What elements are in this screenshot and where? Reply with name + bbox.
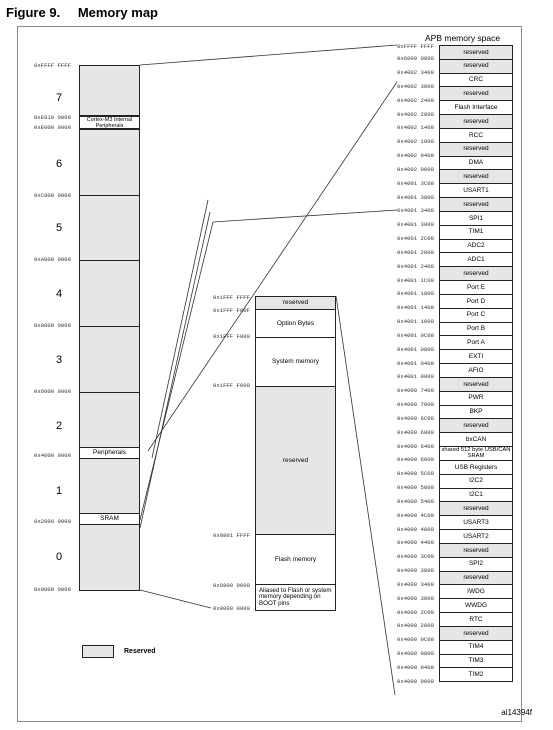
- option-bytes-block: Option Bytes: [255, 309, 336, 338]
- address-label: 0x4001 2400: [397, 262, 434, 270]
- apb-block-usb-registers: USB Registers: [439, 460, 513, 475]
- apb-block-reserved: reserved: [439, 197, 513, 212]
- address-label: 0x1FFF F000: [213, 382, 250, 389]
- address-label: 0x4001 3800: [397, 193, 434, 201]
- address-label: 0x4002 1000: [397, 138, 434, 146]
- connector-line: [152, 200, 208, 458]
- reserved-block: [79, 392, 140, 448]
- apb-block-reserved: reserved: [439, 543, 513, 558]
- address-label: 0x4002 1400: [397, 124, 434, 132]
- section-number: 0: [55, 551, 63, 563]
- address-label: 0x4002 3000: [397, 82, 434, 90]
- address-label: 0x0800 0000: [213, 582, 250, 589]
- legend-label: Reserved: [124, 648, 156, 655]
- address-label: 0x4000 0800: [397, 650, 434, 657]
- apb-block-tim2: TIM2: [439, 667, 513, 682]
- sram-block: SRAM: [79, 513, 140, 525]
- apb-block-port-e: Port E: [439, 280, 513, 295]
- apb-block-reserved: reserved: [439, 501, 513, 516]
- section-number: 4: [55, 288, 63, 300]
- address-label: 0x0801 FFFF: [213, 532, 250, 539]
- apb-block-usart1: USART1: [439, 183, 513, 198]
- apb-block-reserved: reserved: [439, 59, 513, 74]
- address-label: 0x4000 5C00: [397, 470, 434, 478]
- apb-block-reserved: reserved: [439, 418, 513, 433]
- apb-block-port-d: Port D: [439, 294, 513, 309]
- apb-block-tim1: TIM1: [439, 225, 513, 240]
- address-label: 0x4002 2400: [397, 96, 434, 104]
- apb-block-port-c: Port C: [439, 308, 513, 323]
- flash-memory-block: Flash memory: [255, 534, 336, 585]
- address-label: 0x4001 1000: [397, 318, 434, 326]
- apb-block-tim3: TIM3: [439, 654, 513, 669]
- address-label: 0x4000 7400: [397, 387, 434, 395]
- reserved-block: [79, 65, 140, 116]
- address-label: 0x4002 2000: [397, 110, 434, 118]
- reserved-block: [79, 524, 140, 591]
- apb-block-reserved: reserved: [439, 377, 513, 392]
- apb-block-i2c2: I2C2: [439, 474, 513, 489]
- apb-block-reserved: reserved: [439, 266, 513, 281]
- address-label: 0x6000 0000: [34, 388, 71, 395]
- address-label: 0x4001 1C00: [397, 276, 434, 284]
- address-label: 0x4000 3400: [397, 580, 434, 588]
- address-label: 0x4001 0C00: [397, 331, 434, 339]
- address-label: 0x4000 5400: [397, 497, 434, 505]
- apb-block-tim4: TIM4: [439, 640, 513, 655]
- reserved-block: [79, 326, 140, 393]
- address-label: 0x4000 2800: [397, 622, 434, 630]
- address-label: 0x4000 6C00: [397, 414, 434, 422]
- reserved-block: reserved: [255, 296, 336, 310]
- apb-block-pwr: PWR: [439, 391, 513, 406]
- apb-block-adc2: ADC2: [439, 239, 513, 254]
- apb-block-adc1: ADC1: [439, 252, 513, 267]
- connector-line: [336, 296, 395, 695]
- address-label: 0x4000 0400: [397, 663, 434, 671]
- peripherals-block: Peripherals: [79, 447, 140, 459]
- address-label: 0x4001 0800: [397, 345, 434, 353]
- address-label: 0xE010 0000: [34, 114, 71, 121]
- address-label: 0x4002 0400: [397, 152, 434, 160]
- address-label: 0x4000 3800: [397, 567, 434, 575]
- address-label: 0xFFFF FFFF: [34, 62, 71, 69]
- address-label: 0x4001 2800: [397, 248, 434, 256]
- address-label: 0x4000 4C00: [397, 511, 434, 519]
- connector-line: [140, 590, 211, 608]
- section-number: 1: [55, 485, 63, 497]
- address-label: 0x0000 0000: [34, 586, 71, 593]
- apb-block-afio: AFIO: [439, 363, 513, 378]
- address-label: 0x4000 2C00: [397, 608, 434, 616]
- address-label: 0xE000 0000: [34, 124, 71, 131]
- address-label: 0x4001 0000: [397, 373, 434, 381]
- figure-id: ai14394f: [501, 708, 532, 717]
- apb-block-reserved: reserved: [439, 114, 513, 129]
- section-number: 5: [55, 222, 63, 234]
- connector-line: [140, 212, 210, 528]
- address-label: 0x1FFF F800: [213, 333, 250, 340]
- apb-block-iwdg: IWDG: [439, 584, 513, 599]
- apb-block-shared-512-byte-usb-can-sram: shared 512 byte USB/CAN SRAM: [439, 446, 513, 461]
- address-label: 0x8000 0000: [34, 322, 71, 329]
- address-label: 0x4000 7000: [397, 401, 434, 409]
- apb-block-reserved: reserved: [439, 169, 513, 184]
- section-number: 6: [55, 158, 63, 170]
- address-label: 0x4001 3000: [397, 221, 434, 229]
- apb-block-reserved: reserved: [439, 571, 513, 586]
- apb-block-bkp: BKP: [439, 405, 513, 420]
- address-label: 0x4000 3000: [397, 594, 434, 602]
- reserved-block: [79, 458, 140, 514]
- address-label: 0x4001 0400: [397, 359, 434, 367]
- address-label: 0x4001 2C00: [397, 235, 434, 243]
- apb-block-rcc: RCC: [439, 128, 513, 143]
- address-label: 0x4001 1800: [397, 290, 434, 298]
- apb-block-port-b: Port B: [439, 322, 513, 337]
- apb-block-dma: DMA: [439, 156, 513, 171]
- address-label: 0x4001 3C00: [397, 179, 434, 187]
- apb-block-i2c1: I2C1: [439, 488, 513, 503]
- aliased-memory-block: Aliased to Flash or system memory depending on BOOT pins: [255, 584, 336, 611]
- address-label: 0x4000 6000: [397, 456, 434, 464]
- apb-block-usart3: USART3: [439, 515, 513, 530]
- figure-number: Figure 9.: [6, 5, 61, 20]
- address-label: 0x4000 0C00: [397, 636, 434, 644]
- apb-block-spi2: SPI2: [439, 557, 513, 572]
- apb-block-flash-interface: Flash Interface: [439, 100, 513, 115]
- apb-block-bxcan: bxCAN: [439, 432, 513, 447]
- address-label: 0x4001 1400: [397, 304, 434, 312]
- apb-block-reserved: reserved: [439, 142, 513, 157]
- reserved-block: [79, 195, 140, 261]
- apb-block-crc: CRC: [439, 73, 513, 88]
- apb-title: APB memory space: [425, 33, 501, 43]
- address-label: 0x4000 0000: [397, 677, 434, 685]
- section-number: 7: [55, 92, 63, 104]
- apb-block-spi1: SPI1: [439, 211, 513, 226]
- connector-line: [213, 210, 397, 222]
- legend-swatch: [82, 645, 114, 658]
- address-label: 0x1FFF FFFF: [213, 294, 250, 301]
- address-label: 0x1FFF F80F: [213, 307, 250, 314]
- address-label: 0x4000 4800: [397, 525, 434, 533]
- section-number: 2: [55, 420, 63, 432]
- address-label: 0x4000 0000: [34, 452, 71, 459]
- address-label: 0x4000 6400: [397, 442, 434, 450]
- address-label: 0xC000 0000: [34, 192, 71, 199]
- figure-caption: Memory map: [77, 5, 159, 20]
- address-label: 0x0000 0000: [213, 605, 250, 612]
- address-label: 0x4000 5800: [397, 484, 434, 492]
- address-label: 0x4000 4400: [397, 539, 434, 547]
- apb-block-rtc: RTC: [439, 612, 513, 627]
- reserved-block: reserved: [255, 386, 336, 535]
- apb-block-port-a: Port A: [439, 335, 513, 350]
- apb-block-reserved: reserved: [439, 626, 513, 641]
- section-number: 3: [55, 354, 63, 366]
- apb-block-reserved: reserved: [439, 45, 513, 60]
- apb-block-usart2: USART2: [439, 529, 513, 544]
- address-label: 0xFFFF FFFF: [397, 43, 434, 50]
- cortex-m3-peripherals-block: Cortex-M3 Internal Peripherals: [79, 116, 140, 129]
- apb-block-wwdg: WWDG: [439, 598, 513, 613]
- system-memory-block: System memory: [255, 337, 336, 387]
- address-label: 0x4000 6800: [397, 428, 434, 436]
- address-label: 0x2000 0000: [34, 518, 71, 525]
- apb-block-exti: EXTI: [439, 349, 513, 364]
- address-label: 0x4001 3400: [397, 207, 434, 215]
- address-label: 0x6000 0000: [397, 55, 434, 63]
- connector-line: [140, 45, 397, 65]
- reserved-block: [79, 129, 140, 196]
- address-label: 0x4000 3C00: [397, 553, 434, 561]
- address-label: 0xA000 0000: [34, 256, 71, 263]
- address-label: 0x4002 0000: [397, 165, 434, 173]
- reserved-block: [79, 260, 140, 327]
- address-label: 0x4002 3400: [397, 69, 434, 77]
- apb-block-reserved: reserved: [439, 86, 513, 101]
